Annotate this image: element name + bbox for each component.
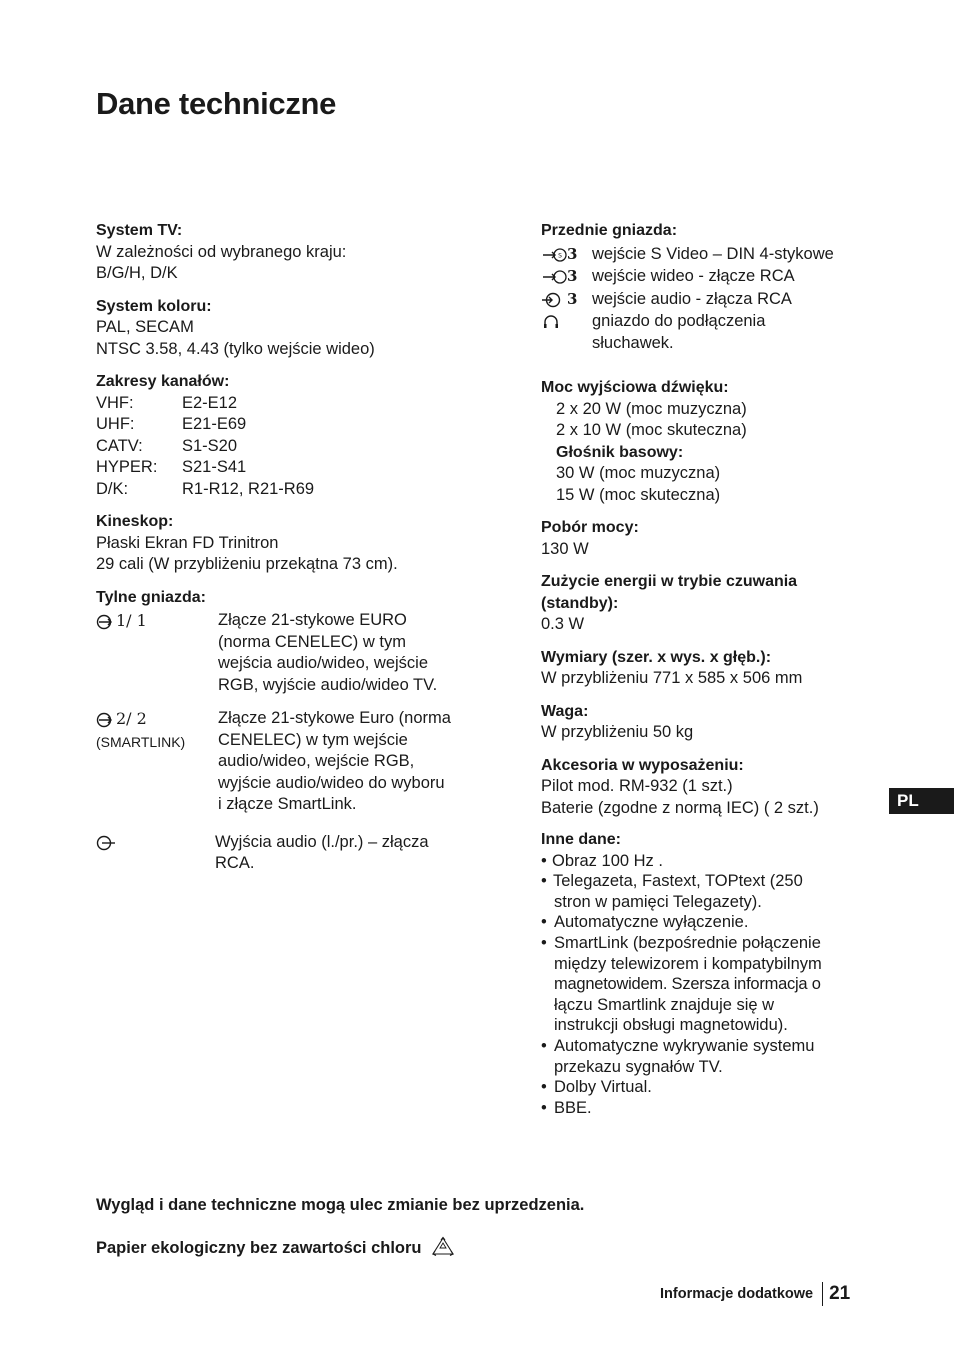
list-item: • Telegazeta, Fastext, TOPtext (250 stron w pamięci Telegazety). (541, 871, 871, 912)
socket-1-line: wejścia audio/wideo, wejście (218, 654, 429, 672)
przednie-heading: Przednie gniazda: (541, 222, 678, 239)
list-item-text: Dolby Virtual. (554, 1078, 652, 1097)
socket-3-line: Wyjścia audio (l./pr.) – złącza (215, 832, 429, 851)
list-item-text: BBE. (554, 1098, 592, 1117)
akcesoria-line: Baterie (zgodne z normą IEC) ( 2 szt.) (541, 798, 819, 817)
socket-2-line: CENELEC) w tym wejście (218, 730, 408, 749)
socket-1-label: 1/ 1 (116, 611, 147, 630)
eco-paper-note (96, 1236, 456, 1260)
moc-line: 2 x 10 W (moc skuteczna) (556, 421, 747, 439)
list-item-text: łączu Smartlink znajduje się w (554, 995, 775, 1014)
socket-2-line: Złącze 21-stykowe Euro (norma (218, 709, 451, 727)
system-koloru-line: PAL, SECAM (96, 318, 194, 336)
list-item-text: między telewizorem i kompatybilnym (554, 954, 822, 973)
system-tv-line: W zależności od wybranego kraju: (96, 242, 347, 261)
list-item-text: stron w pamięci Telegazety). (554, 892, 762, 911)
pobor-value: 130 W (541, 539, 589, 558)
audio-out-icon (96, 832, 215, 875)
front-socket-row (541, 266, 871, 288)
channel-range: S1-S20 (182, 436, 238, 455)
right-column (541, 220, 871, 1118)
system-tv-line: B/G/H, D/K (96, 264, 178, 282)
front-socket-number: 3 (567, 267, 578, 285)
list-item-text: Telegazeta, Fastext, TOPtext (250 (553, 872, 803, 891)
channel-row (96, 479, 496, 501)
list-item-text: instrukcji obsługi magnetowidu). (554, 1016, 788, 1035)
wymiary-value: W przybliżeniu 771 x 585 x 506 mm (541, 669, 803, 687)
akcesoria-line: Pilot mod. RM-932 (1 szt.) (541, 777, 733, 795)
page-number: 21 (829, 1283, 851, 1304)
list-item-text: magnetowidem. Szersza informacja o (554, 975, 821, 994)
channel-band: CATV: (96, 436, 143, 455)
standby-value: 0.3 W (541, 615, 585, 633)
system-koloru-heading: System koloru: (96, 297, 212, 315)
standby-section (541, 571, 871, 636)
moc-line: 2 x 20 W (moc muzyczna) (556, 399, 747, 418)
inne-section (541, 830, 871, 1118)
channel-row (96, 436, 496, 458)
front-socket-number: 3 (567, 244, 578, 263)
channel-band: UHF: (96, 415, 135, 433)
standby-heading: Zużycie energii w trybie czuwania (541, 573, 798, 590)
smartlink-label: (SMARTLINK) (96, 733, 186, 750)
channel-band: HYPER: (96, 458, 158, 476)
recycle-icon (430, 1236, 456, 1260)
s-video-input-icon (541, 244, 592, 266)
front-socket-row (541, 311, 871, 333)
socket-2-line: audio/wideo, wejście RGB, (218, 752, 415, 770)
eco-paper-text: Papier ekologiczny bez zawartości chloru (96, 1238, 422, 1257)
svg-text:S: S (558, 252, 562, 259)
zakresy-section (96, 371, 496, 500)
channel-range: R1-R12, R21-R69 (182, 479, 315, 498)
list-item-text: SmartLink (bezpośrednie połączenie (554, 933, 821, 952)
akcesoria-section (541, 755, 871, 820)
front-socket-row (541, 244, 871, 266)
list-item: • BBE. (541, 1098, 871, 1119)
section-name: Informacje dodatkowe (660, 1286, 814, 1302)
kineskop-heading: Kineskop: (96, 513, 174, 530)
channel-range: E2-E12 (182, 393, 238, 412)
kineskop-line: Płaski Ekran FD Trinitron (96, 533, 279, 552)
wymiary-section (541, 647, 871, 690)
front-socket-text-cont: słuchawek. (592, 333, 674, 352)
socket-1-line: Złącze 21-stykowe EURO (218, 611, 407, 629)
akcesoria-heading: Akcesoria w wyposażeniu: (541, 756, 744, 774)
zakresy-heading: Zakresy kanałów: (96, 373, 230, 390)
pobor-heading: Pobór mocy: (541, 519, 639, 536)
front-socket-text: wejście audio - złącza RCA (592, 289, 792, 308)
kineskop-section (96, 511, 496, 576)
rear-socket-2 (96, 708, 496, 816)
list-item: • Automatyczne wyłączenie. (541, 912, 871, 933)
channel-band: D/K: (96, 479, 129, 498)
scart-in-out-1-icon (96, 610, 218, 696)
subwoofer-heading: Głośnik basowy: (556, 443, 684, 461)
kineskop-line: 29 cali (W przybliżeniu przekątna 73 cm). (96, 555, 398, 573)
front-socket-text: wejście wideo - złącze RCA (592, 267, 795, 285)
left-column (96, 220, 496, 875)
rear-socket-1 (96, 610, 496, 696)
channel-row (96, 414, 496, 436)
socket-3-line: RCA. (215, 854, 255, 872)
moc-line: 30 W (moc muzyczna) (556, 464, 721, 482)
headphones-icon (541, 311, 592, 333)
tylne-section (96, 587, 496, 875)
moc-heading: Moc wyjściowa dźwięku: (541, 379, 729, 396)
socket-1-line: RGB, wyjście audio/wideo TV. (218, 675, 438, 694)
list-item: • Dolby Virtual. (541, 1077, 871, 1098)
channel-row (96, 393, 496, 415)
waga-heading: Waga: (541, 702, 589, 720)
list-item-text: przekazu sygnałów TV. (554, 1057, 723, 1076)
front-socket-number: 3 (567, 289, 578, 308)
scart-in-out-2-icon (96, 708, 218, 816)
system-koloru-line: NTSC 3.58, 4.43 (tylko wejście wideo) (96, 339, 375, 358)
channel-band: VHF: (96, 393, 134, 412)
channel-range: E21-E69 (182, 415, 247, 433)
language-tab: PL (889, 788, 954, 814)
moc-section (541, 377, 871, 506)
socket-2-line: wyjście audio/wideo do wyboru (218, 773, 445, 792)
video-input-icon (541, 266, 592, 288)
wymiary-heading: Wymiary (szer. x wys. x głęb.): (541, 648, 772, 666)
tylne-heading: Tylne gniazda: (96, 588, 206, 606)
list-item: • SmartLink (bezpośrednie połączenie między telewizorem i kompatybilnym magnetowidem. Szersza informacja o łączu Smartlink znajduje się w instrukcji obsługi magnetowidu). (541, 933, 871, 1036)
socket-2-label: 2/ 2 (116, 709, 147, 728)
page-footer (660, 1282, 850, 1306)
list-item-text: Automatyczne wykrywanie systemu (554, 1036, 815, 1055)
socket-2-line: i złącze SmartLink. (218, 795, 357, 813)
inne-heading: Inne dane: (541, 831, 622, 848)
system-koloru-section (96, 296, 496, 361)
disclaimer-note: Wygląd i dane techniczne mogą ulec zmianie bez uprzedzenia. (96, 1196, 585, 1214)
list-item-text: Automatyczne wyłączenie. (554, 913, 749, 932)
system-tv-section (96, 220, 496, 285)
front-socket-text: gniazdo do podłączenia (592, 312, 766, 330)
system-tv-heading: System TV: (96, 222, 183, 239)
front-socket-row (541, 289, 871, 311)
audio-input-icon (541, 289, 592, 311)
rear-socket-3 (96, 832, 496, 875)
waga-value: W przybliżeniu 50 kg (541, 723, 694, 741)
list-item: • Automatyczne wykrywanie systemu przekazu sygnałów TV. (541, 1036, 871, 1077)
channel-row (96, 457, 496, 479)
channel-range: S21-S41 (182, 458, 247, 476)
pobor-section (541, 517, 871, 560)
list-item-text: Obraz 100 Hz . (552, 851, 663, 870)
front-socket-text: wejście S Video – DIN 4-stykowe (592, 244, 834, 263)
standby-heading: (standby): (541, 594, 619, 612)
page-title: Dane techniczne (96, 86, 337, 121)
waga-section (541, 701, 871, 744)
przednie-section (541, 220, 871, 354)
moc-line: 15 W (moc skuteczna) (556, 485, 721, 504)
socket-1-line: (norma CENELEC) w tym (218, 632, 406, 651)
list-item: • Obraz 100 Hz . (541, 851, 871, 872)
